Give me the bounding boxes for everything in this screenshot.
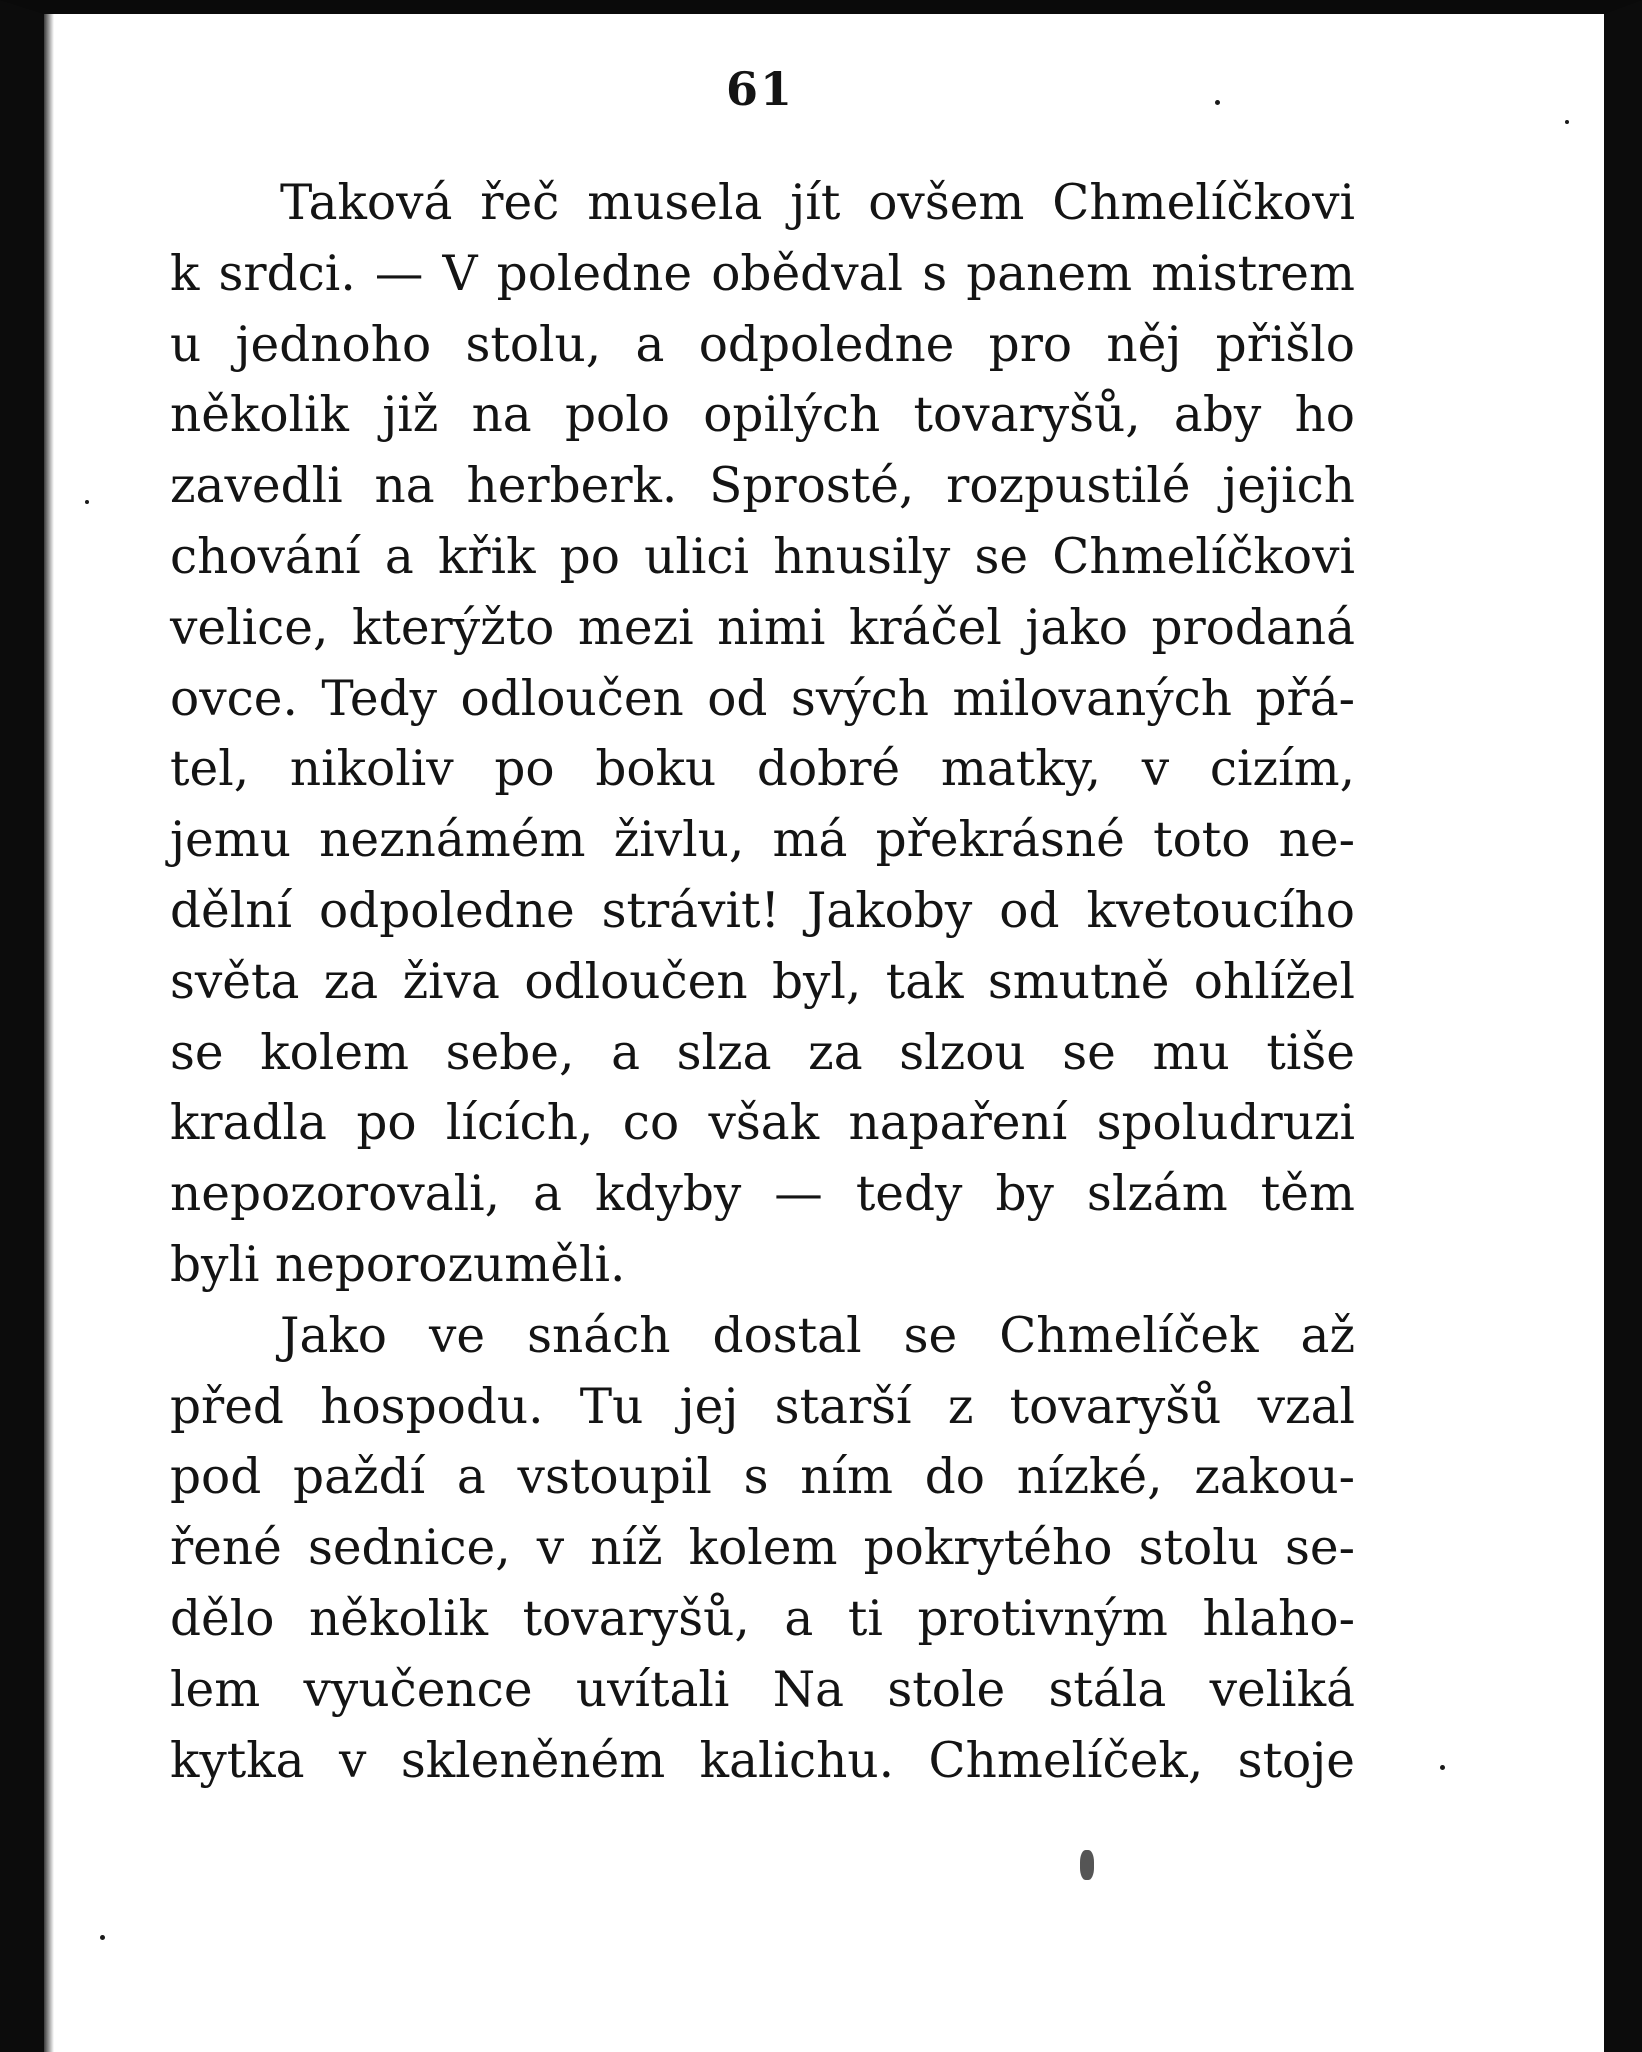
text-line: dělo několik tovaryšů, a ti protivným hlaho- [170, 1590, 1355, 1647]
text-line: byli neporozuměli. [170, 1236, 626, 1293]
text-line: k srdci. — V poledne obědval s panem mistrem [170, 245, 1355, 302]
text-line: několik již na polo opilých tovaryšů, aby ho [170, 387, 1355, 444]
text-line: Jako ve snách dostal se Chmelíček až [280, 1307, 1355, 1364]
scan-speck [1565, 120, 1569, 124]
text-line: nepozorovali, a kdyby — tedy by slzám těm [170, 1166, 1355, 1223]
text-line: kytka v skleněném kalichu. Chmelíček, stoje [170, 1732, 1355, 1789]
page-number: 61 [725, 62, 794, 116]
text-line: ovce. Tedy odloučen od svých milovaných přá- [170, 670, 1355, 727]
text-line: Taková řeč musela jít ovšem Chmelíčkovi [280, 175, 1355, 231]
text-body [170, 168, 1355, 1796]
text-line: u jednoho stolu, a odpoledne pro něj přišlo [170, 316, 1355, 373]
scan-speck [85, 500, 89, 504]
text-line: světa za živa odloučen byl, tak smutně ohlížel [170, 953, 1355, 1010]
paragraph-1 [170, 168, 1355, 1301]
binding-shadow [44, 14, 54, 2052]
paragraph-2 [170, 1301, 1355, 1797]
text-line: velice, kterýžto mezi nimi kráčel jako prodaná [170, 599, 1355, 656]
text-line: zavedli na herberk. Sprosté, rozpustilé jejich [170, 458, 1355, 515]
text-line: se kolem sebe, a slza za slzou se mu tiše [170, 1024, 1355, 1081]
text-line: před hospodu. Tu jej starší z tovaryšů vzal [170, 1378, 1355, 1435]
text-line: lem vyučence uvítali Na stole stála veliká [170, 1661, 1355, 1718]
scan-speck [1080, 1850, 1094, 1880]
text-line: dělní odpoledne strávit! Jakoby od kvetoucího [170, 882, 1355, 939]
text-line: jemu neznámém živlu, má překrásné toto ne- [170, 812, 1355, 869]
text-line: tel, nikoliv po boku dobré matky, v cizím, [170, 741, 1355, 798]
text-line: řené sednice, v níž kolem pokrytého stolu se- [170, 1520, 1355, 1577]
text-line: kradla po lících, co však napaření spoludruzi [170, 1095, 1355, 1152]
text-line: chování a křik po ulici hnusily se Chmelíčkovi [170, 528, 1355, 585]
scan-speck [1215, 100, 1220, 105]
scan-speck [100, 1935, 105, 1940]
scan-speck [1440, 1765, 1445, 1770]
text-line: pod paždí a vstoupil s ním do nízké, zakou- [170, 1449, 1355, 1506]
